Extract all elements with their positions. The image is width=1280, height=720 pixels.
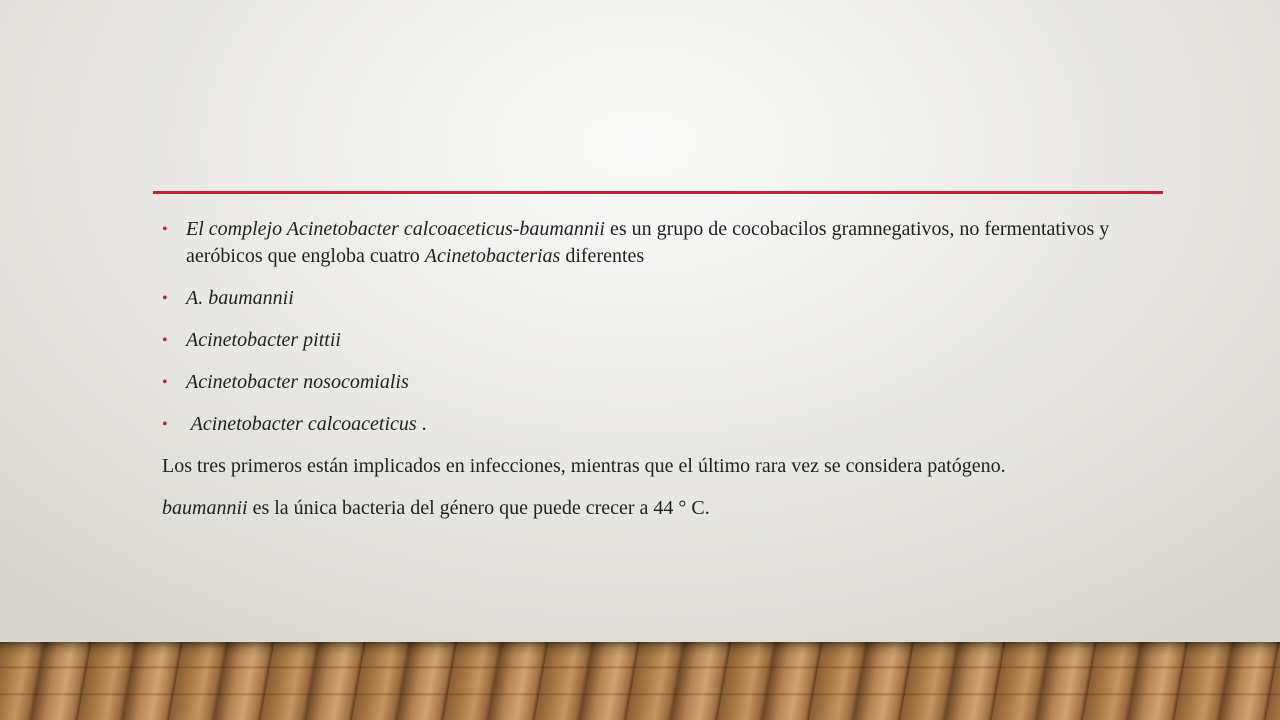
text-span: es un grupo de cocobacilos gramnegativos, no fermentativos y aeróbicos que engloba cuatro — [186, 218, 1110, 267]
bullet-text — [186, 411, 1122, 438]
italic-span: Acinetobacter calcoaceticus — [186, 413, 417, 435]
bullet-text: Acinetobacter nosocomialis — [186, 371, 409, 393]
wooden-floor-seams — [0, 642, 1280, 720]
text-span: diferentes — [560, 245, 645, 267]
text-span: . — [416, 413, 427, 435]
bullet-text: A. baumannii — [186, 287, 294, 309]
italic-span: El complejo Acinetobacter calcoaceticus-baumannii — [186, 218, 605, 240]
bullet-item-baumannii — [162, 285, 1122, 312]
bullet-dot: • — [162, 374, 168, 391]
bullet-dot: • — [162, 221, 168, 238]
bullet-item-calcoaceticus — [162, 411, 1122, 438]
italic-span: baumannii — [162, 497, 248, 519]
bullet-dot: • — [162, 416, 168, 433]
title-divider-line — [153, 191, 1163, 194]
text-span: es la única bacteria del género que puede crecer a 44 ° C. — [247, 497, 710, 519]
paragraph-pathogens: Los tres primeros están implicados en infecciones, mientras que el último rara vez se considera patógeno. — [162, 455, 1006, 477]
bullet-text: Acinetobacter pittii — [186, 329, 341, 351]
italic-span: Acinetobacterias — [424, 245, 561, 267]
paragraph-temperature — [162, 495, 1122, 522]
bullet-dot: • — [162, 290, 168, 307]
bullet-item-pittii — [162, 327, 1122, 354]
bullet-text — [186, 216, 1122, 270]
bullet-item-nosocomialis — [162, 369, 1122, 396]
bullet-dot: • — [162, 332, 168, 349]
bullet-item-complex — [162, 216, 1122, 270]
slide-content — [162, 216, 1122, 537]
